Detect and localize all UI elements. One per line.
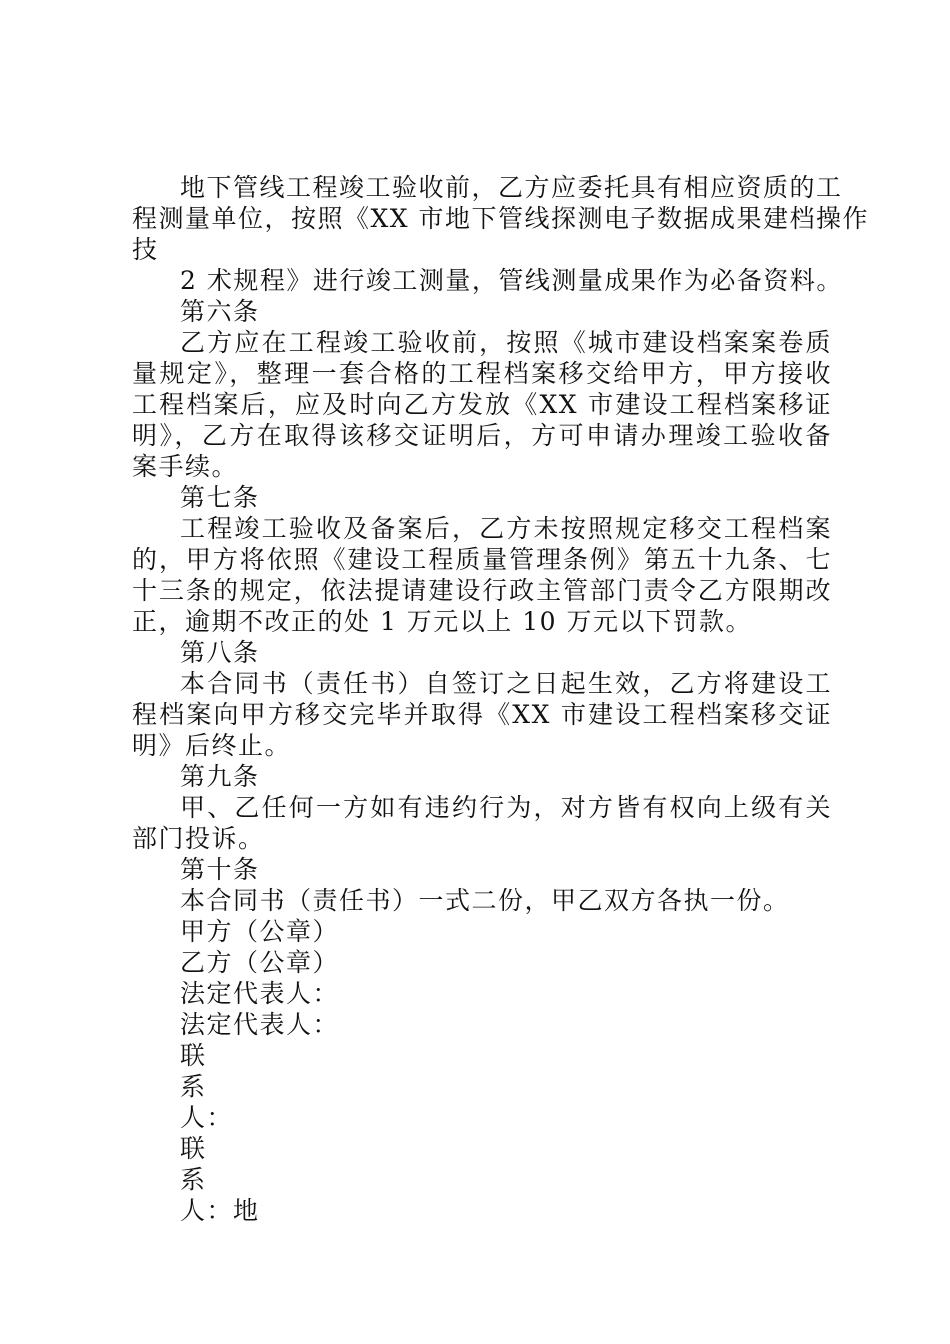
article8-body: 本合同书（责任书）自签订之日起生效，乙方将建设工程档案向甲方移交完毕并取得《XX 市建设工程档案移交证明》后终止。 [132, 669, 832, 760]
article6-body: 乙方应在工程竣工验收前，按照《城市建设档案案卷质量规定》，整理一套合格的工程档案移交给甲方，甲方接收工程档案后，应及时向乙方发放《XX 市建设工程档案移证明》，乙方在取得该移交证明后，方可申请办理竣工验收备案手续。 [132, 328, 832, 481]
party-b-seal: 乙方（公章） [180, 948, 340, 977]
party-a-seal: 甲方（公章） [180, 917, 340, 946]
legal-rep-b: 法定代表人： [180, 1010, 340, 1039]
contact-a-char3: 人： [180, 1103, 234, 1132]
document-body [132, 172, 870, 1226]
article7-title: 第七条 [180, 483, 260, 512]
contact-a-char2: 系 [180, 1072, 207, 1101]
article9-body: 甲、乙任何一方如有违约行为，对方皆有权向上级有关部门投诉。 [132, 793, 832, 853]
contact-b-char2: 系 [180, 1165, 207, 1194]
article8-title: 第八条 [180, 638, 260, 667]
article5-line1: 地下管线工程竣工验收前，乙方应委托具有相应资质的工 [180, 173, 843, 202]
article5-continuation: 2 术规程》进行竣工测量，管线测量成果作为必备资料。 [180, 266, 843, 295]
article10-body: 本合同书（责任书）一式二份，甲乙双方各执一份。 [180, 886, 790, 915]
article7-body: 工程竣工验收及备案后，乙方未按照规定移交工程档案的，甲方将依照《建设工程质量管理条例》第五十九条、七十三条的规定，依法提请建设行政主管部门责令乙方限期改正，逾期不改正的处 1 万元以上 10 万元以下罚款。 [132, 514, 832, 636]
article10-title: 第十条 [180, 855, 260, 884]
contact-b-char3: 人：地 [180, 1196, 260, 1225]
article5-line2: 程测量单位，按照《XX 市地下管线探测电子数据成果建档操作 [132, 204, 870, 233]
contact-b-char1: 联 [180, 1134, 207, 1163]
contact-a-char1: 联 [180, 1041, 207, 1070]
article5-line3: 技 [132, 235, 159, 264]
legal-rep-a: 法定代表人： [180, 979, 340, 1008]
article9-title: 第九条 [180, 762, 260, 791]
article6-title: 第六条 [180, 297, 260, 326]
